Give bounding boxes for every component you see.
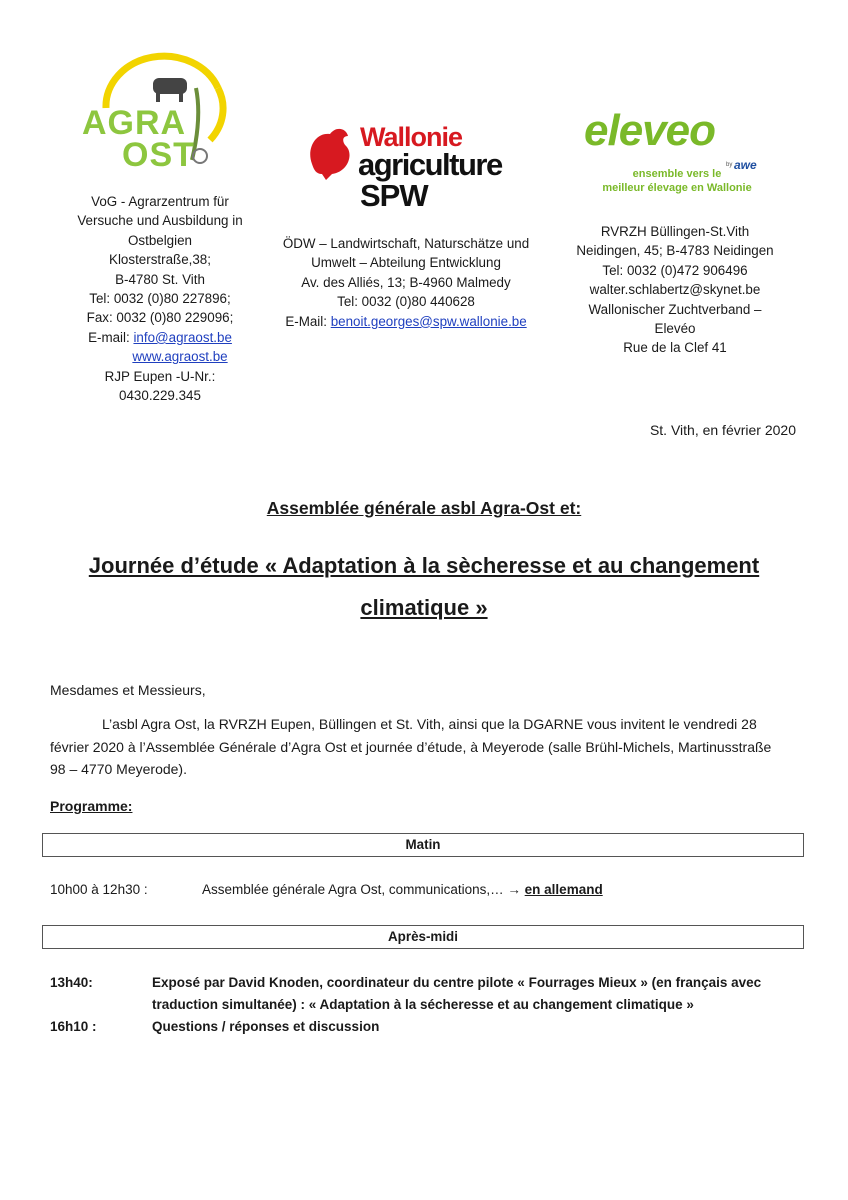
agra-logo-text-1: AGRA: [82, 104, 187, 142]
email-line: [60, 328, 260, 347]
email-label: E-Mail:: [285, 313, 331, 329]
address-line: B-4780 St. Vith: [115, 271, 205, 287]
rvrzh-address: [560, 222, 790, 358]
wallonie-text: Wallonie: [360, 122, 463, 152]
eleveo-by: by: [726, 162, 733, 168]
talk-line: Questions / réponses et discussion: [152, 1019, 380, 1034]
eleveo-wordmark: eleveo: [584, 106, 715, 155]
invitation-paragraph: [50, 713, 810, 781]
address-line: Versuche und Ausbildung in: [77, 213, 243, 229]
email-label: E-mail:: [88, 329, 134, 345]
address-line: Av. des Alliés, 13; B-4960 Malmedy: [301, 274, 511, 290]
rjp-line: RJP Eupen -U-Nr.:: [104, 368, 216, 384]
eleveo-tagline-2: meilleur élevage en Wallonie: [602, 182, 752, 194]
eleveo-awe: awe: [734, 158, 757, 172]
fax-line: Fax: 0032 (0)80 229096;: [86, 310, 234, 326]
website-line: [60, 347, 260, 366]
address-line: RVRZH Büllingen-St.Vith: [600, 224, 750, 239]
afternoon-header: Après-midi: [42, 925, 804, 949]
agriculture-text: agriculture: [358, 147, 502, 182]
paragraph-line: 98 – 4770 Meyerode).: [50, 761, 187, 777]
address-line: Umwelt – Abteilung Entwicklung: [311, 255, 501, 271]
programme-label: Programme:: [50, 798, 133, 814]
arrow-right-icon: →: [507, 882, 521, 897]
address-line: Neidingen, 45; B-4783 Neidingen: [576, 243, 774, 259]
talk-line: Exposé par David Knoden, coordinateur du centre pilote « Fourrages Mieux » (en français avec: [152, 975, 762, 990]
company-number: 0430.229.345: [119, 388, 201, 404]
address-line: VoG - Agrarzentrum für: [91, 194, 229, 209]
afternoon-row: [50, 1016, 798, 1038]
spw-email-link[interactable]: benoit.georges@spw.wallonie.be: [330, 313, 527, 329]
agra-ost-address: [60, 192, 260, 405]
address-line: Ostbelgien: [127, 232, 193, 248]
agra-logo-text-2: OST: [122, 136, 195, 174]
morning-language: en allemand: [524, 882, 603, 897]
eleveo-logo: [582, 100, 772, 200]
heading-study-day-line-2: climatique »: [360, 595, 488, 620]
afternoon-description: [152, 972, 798, 1015]
email-line: [266, 312, 546, 331]
salutation: Mesdames et Messieurs,: [50, 682, 206, 698]
phone-line: Tel: 0032 (0)472 906496: [602, 262, 748, 278]
afternoon-time: 13h40:: [50, 975, 93, 990]
spw-address: [266, 234, 546, 331]
afternoon-row: [50, 972, 798, 1012]
phone-line: Tel: 0032 (0)80 440628: [337, 294, 475, 310]
agra-website-link[interactable]: www.agraost.be: [132, 349, 228, 365]
address-line: Rue de la Clef 41: [623, 340, 727, 356]
morning-description: [202, 879, 603, 901]
wallonie-agriculture-logo: [300, 120, 520, 216]
address-line: Elevéo: [654, 321, 696, 337]
afternoon-description: [152, 1016, 798, 1038]
paragraph-line: L’asbl Agra Ost, la RVRZH Eupen, Büllingen et St. Vith, ainsi que la DGARNE vous invitent le vendredi 28: [102, 716, 757, 732]
heading-assembly: Assemblée générale asbl Agra-Ost et:: [266, 498, 582, 518]
email-line: walter.schlabertz@skynet.be: [589, 282, 761, 298]
eleveo-tagline-1: ensemble vers le: [632, 168, 722, 180]
morning-desc-text: Assemblée générale Agra Ost, communications,…: [202, 882, 508, 897]
address-line: Wallonischer Zuchtverband –: [588, 301, 762, 317]
spw-text: SPW: [360, 178, 428, 213]
heading-study-day: [60, 545, 788, 629]
cow-icon: [153, 78, 187, 94]
morning-time: 10h00 à 12h30 :: [50, 882, 148, 897]
flower-icon: [193, 149, 207, 163]
afternoon-time: 16h10 :: [50, 1019, 97, 1034]
address-line: Klosterstraße,38;: [109, 252, 211, 268]
paragraph-line: février 2020 à l’Assemblée Générale d’Agra Ost et journée d’étude, à Meyerode (salle Brühl-Michels, Martinusstraße: [50, 738, 772, 755]
phone-line: Tel: 0032 (0)80 227896;: [89, 291, 231, 307]
agra-ost-logo: [78, 48, 238, 178]
morning-header: Matin: [42, 833, 804, 857]
address-line: ÖDW – Landwirtschaft, Naturschätze und: [282, 236, 530, 251]
talk-line: traduction simultanée) : « Adaptation à la sécheresse et au changement climatique »: [152, 996, 694, 1012]
morning-row: [50, 879, 810, 901]
heading-study-day-line-1: Journée d’étude « Adaptation à la sècheresse et au changement: [88, 553, 760, 578]
rooster-icon: [302, 124, 358, 182]
date-line: St. Vith, en février 2020: [649, 422, 796, 438]
agra-email-link[interactable]: info@agraost.be: [133, 329, 232, 345]
